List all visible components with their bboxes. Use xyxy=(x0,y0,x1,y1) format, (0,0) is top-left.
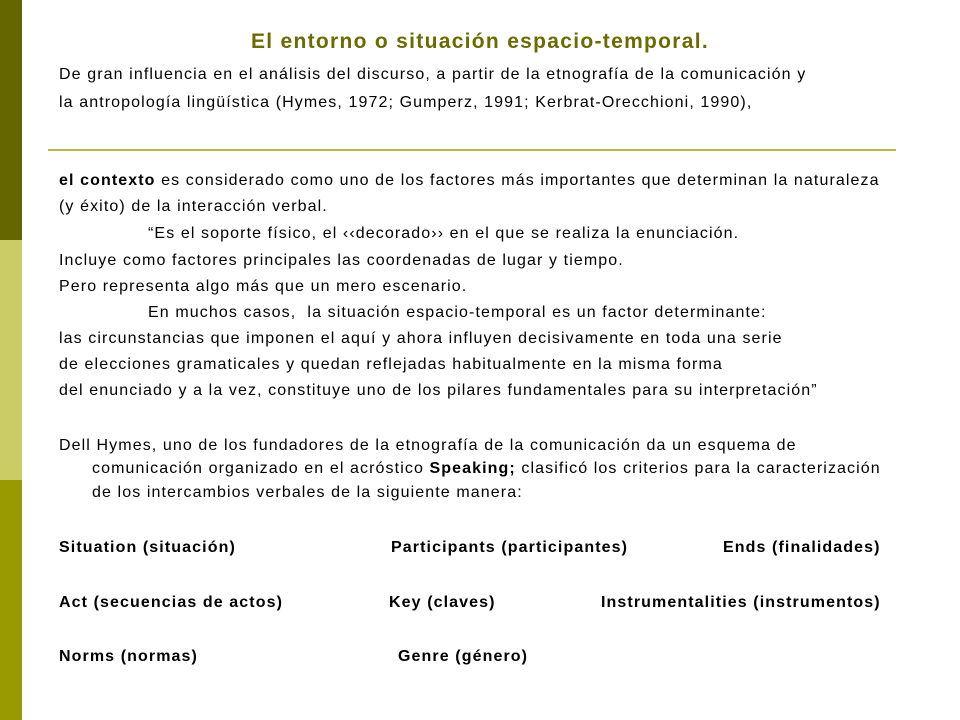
context-line-7: las circunstancias que imponen el aquí y ahora influyen decisivamente en toda una serie xyxy=(59,330,783,347)
context-line-1 xyxy=(59,172,880,190)
speaking-acrostic: Speaking; xyxy=(429,460,516,477)
context-line-8: de elecciones gramaticales y quedan reflejadas habitualmente en la misma forma xyxy=(59,356,723,373)
sidebar-band-middle xyxy=(0,240,22,480)
hymes-line-2 xyxy=(92,460,881,478)
quote-line-2: En muchos casos, la situación espacio-temporal es un factor determinante: xyxy=(148,304,767,321)
separator-rule xyxy=(48,149,896,151)
speaking-item-key: Key (claves) xyxy=(389,594,496,611)
slide-title: El entorno o situación espacio-temporal. xyxy=(250,30,710,53)
context-line-4: Incluye como factores principales las coordenadas de lugar y tiempo. xyxy=(59,252,624,269)
speaking-item-participants: Participants (participantes) xyxy=(391,539,629,556)
context-line-1-rest: es considerado como uno de los factores más importantes que determinan la naturaleza xyxy=(155,172,880,189)
hymes-line-2-before: comunicación organizado en el acróstico xyxy=(92,460,430,477)
context-term: el contexto xyxy=(59,172,156,189)
speaking-item-norms: Norms (normas) xyxy=(59,648,198,665)
context-line-5: Pero representa algo más que un mero escenario. xyxy=(59,278,468,295)
hymes-line-1: Dell Hymes, uno de los fundadores de la etnografía de la comunicación da un esquema de xyxy=(59,437,797,454)
quote-line-1: “Es el soporte físico, el ‹‹decorado›› en el que se realiza la enunciación. xyxy=(148,225,740,242)
sidebar-band-bottom xyxy=(0,480,22,720)
intro-line-1: De gran influencia en el análisis del discurso, a partir de la etnografía de la comunicación y xyxy=(59,66,807,83)
speaking-item-situation: Situation (situación) xyxy=(59,539,236,556)
speaking-item-act: Act (secuencias de actos) xyxy=(59,594,284,611)
context-line-9: del enunciado y a la vez, constituye uno de los pilares fundamentales para su interpretación” xyxy=(59,382,818,399)
speaking-item-genre: Genre (género) xyxy=(398,648,529,665)
speaking-item-instrumentalities: Instrumentalities (instrumentos) xyxy=(601,594,881,611)
hymes-line-2-after: clasificó los criterios para la caracterización xyxy=(515,460,881,477)
context-line-2: (y éxito) de la interacción verbal. xyxy=(59,198,328,215)
hymes-line-3: de los intercambios verbales de la siguiente manera: xyxy=(92,484,523,501)
speaking-item-ends: Ends (finalidades) xyxy=(723,539,881,556)
intro-line-2: la antropología lingüística (Hymes, 1972; Gumperz, 1991; Kerbrat-Orecchioni, 1990), xyxy=(59,94,753,111)
